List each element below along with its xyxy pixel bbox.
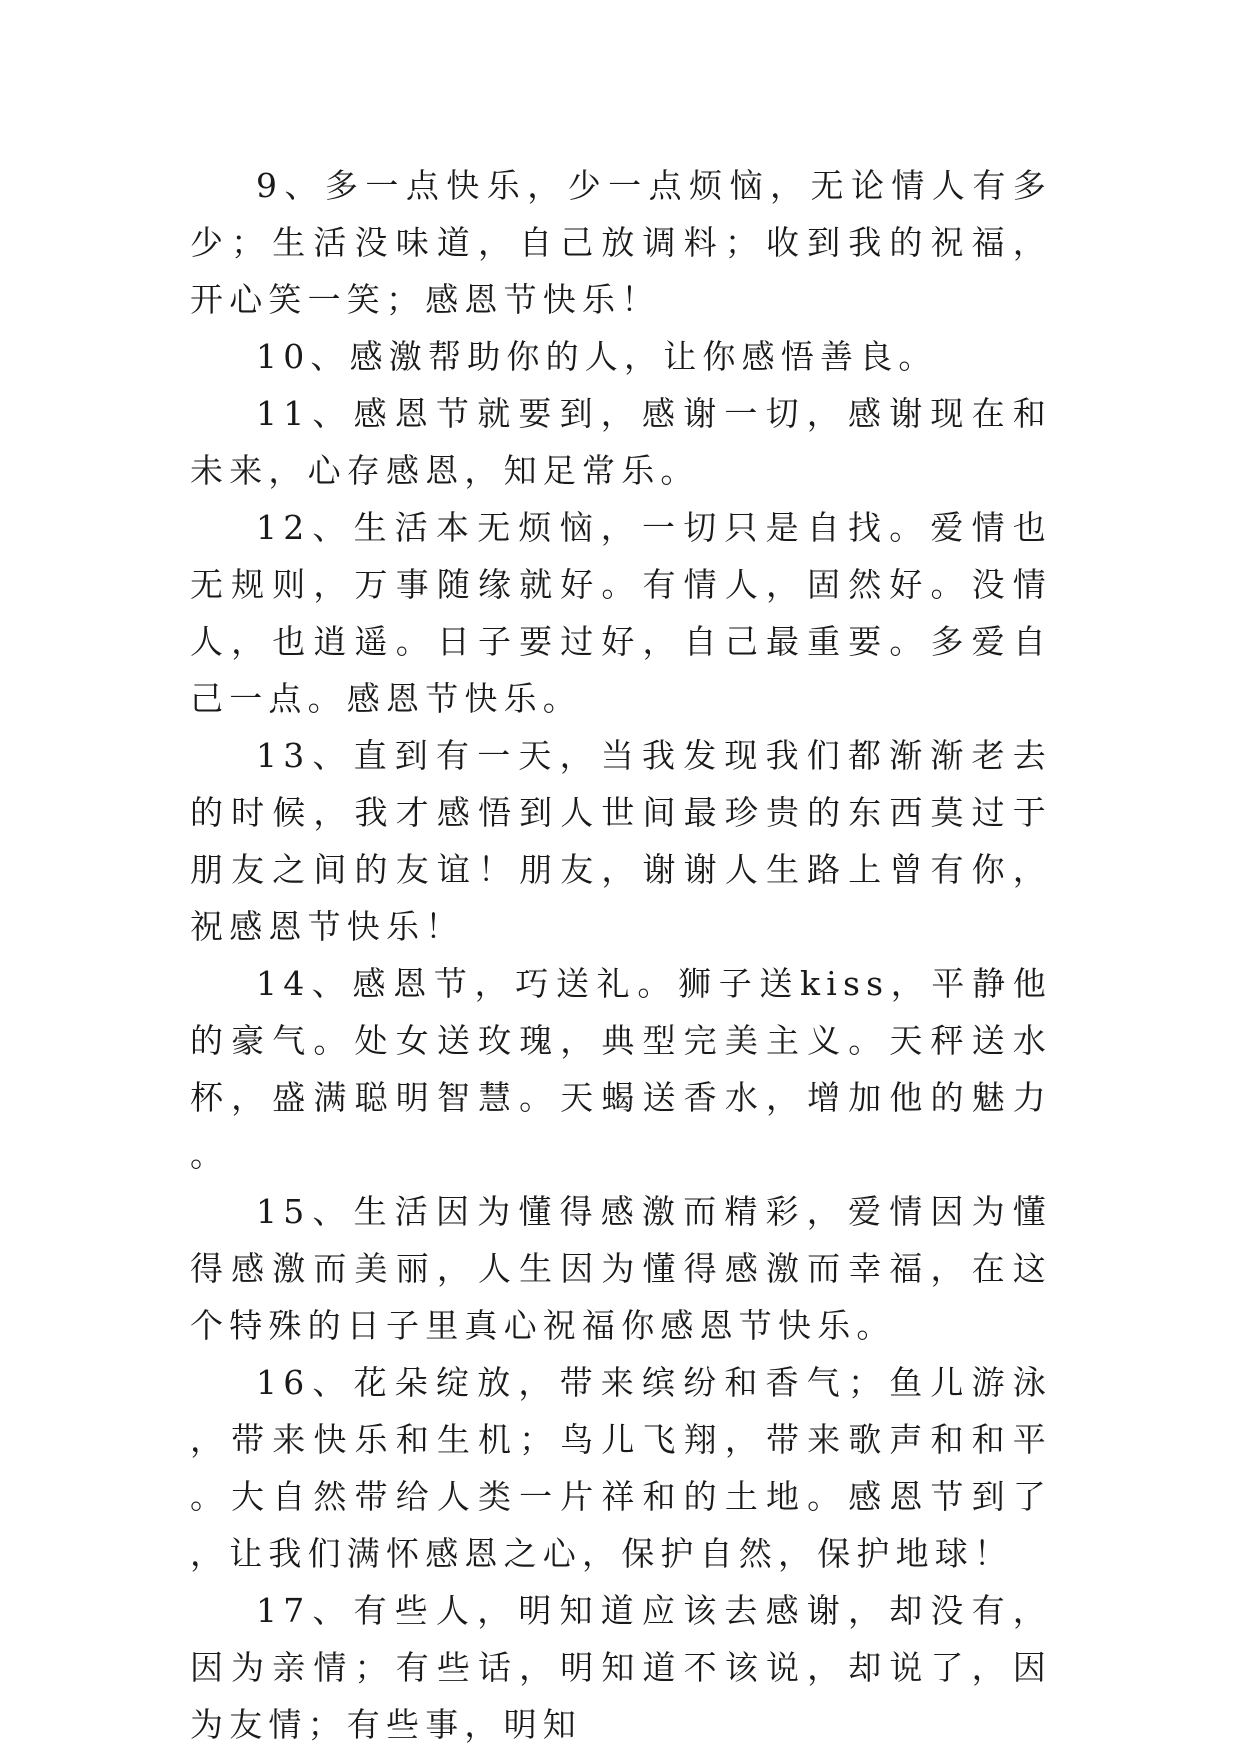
- paragraph-11: 11、感恩节就要到，感谢一切，感谢现在和未来，心存感恩，知足常乐。: [190, 394, 1052, 490]
- document-body: [190, 157, 1052, 1753]
- paragraph-12: 12、生活本无烦恼，一切只是自找。爱情也无规则，万事随缘就好。有情人，固然好。没情人，也逍遥。日子要过好，自己最重要。多爱自己一点。感恩节快乐。: [190, 508, 1052, 718]
- paragraph-14: 14、感恩节，巧送礼。狮子送kiss，平静他的豪气。处女送玫瑰，典型完美主义。天秤送水杯，盛满聪明智慧。天蝎送香水，增加他的魅力。: [190, 964, 1052, 1174]
- paragraph-10: 10、感激帮助你的人，让你感悟善良。: [256, 337, 938, 376]
- paragraph-15: 15、生活因为懂得感激而精彩，爱情因为懂得感激而美丽，人生因为懂得感激而幸福，在这个特殊的日子里真心祝福你感恩节快乐。: [190, 1192, 1052, 1345]
- paragraph-17: 17、有些人，明知道应该去感谢，却没有，因为亲情；有些话，明知道不该说，却说了，因为友情；有些事，明知: [190, 1591, 1052, 1744]
- paragraph-9: 9、多一点快乐，少一点烦恼，无论情人有多少；生活没味道，自己放调料；收到我的祝福，开心笑一笑；感恩节快乐！: [190, 166, 1052, 319]
- paragraph-16: 16、花朵绽放，带来缤纷和香气；鱼儿游泳，带来快乐和生机；鸟儿飞翔，带来歌声和和平。大自然带给人类一片祥和的土地。感恩节到了，让我们满怀感恩之心，保护自然，保护地球！: [190, 1363, 1052, 1573]
- paragraph-13: 13、直到有一天，当我发现我们都渐渐老去的时候，我才感悟到人世间最珍贵的东西莫过于朋友之间的友谊！朋友，谢谢人生路上曾有你，祝感恩节快乐！: [190, 736, 1052, 946]
